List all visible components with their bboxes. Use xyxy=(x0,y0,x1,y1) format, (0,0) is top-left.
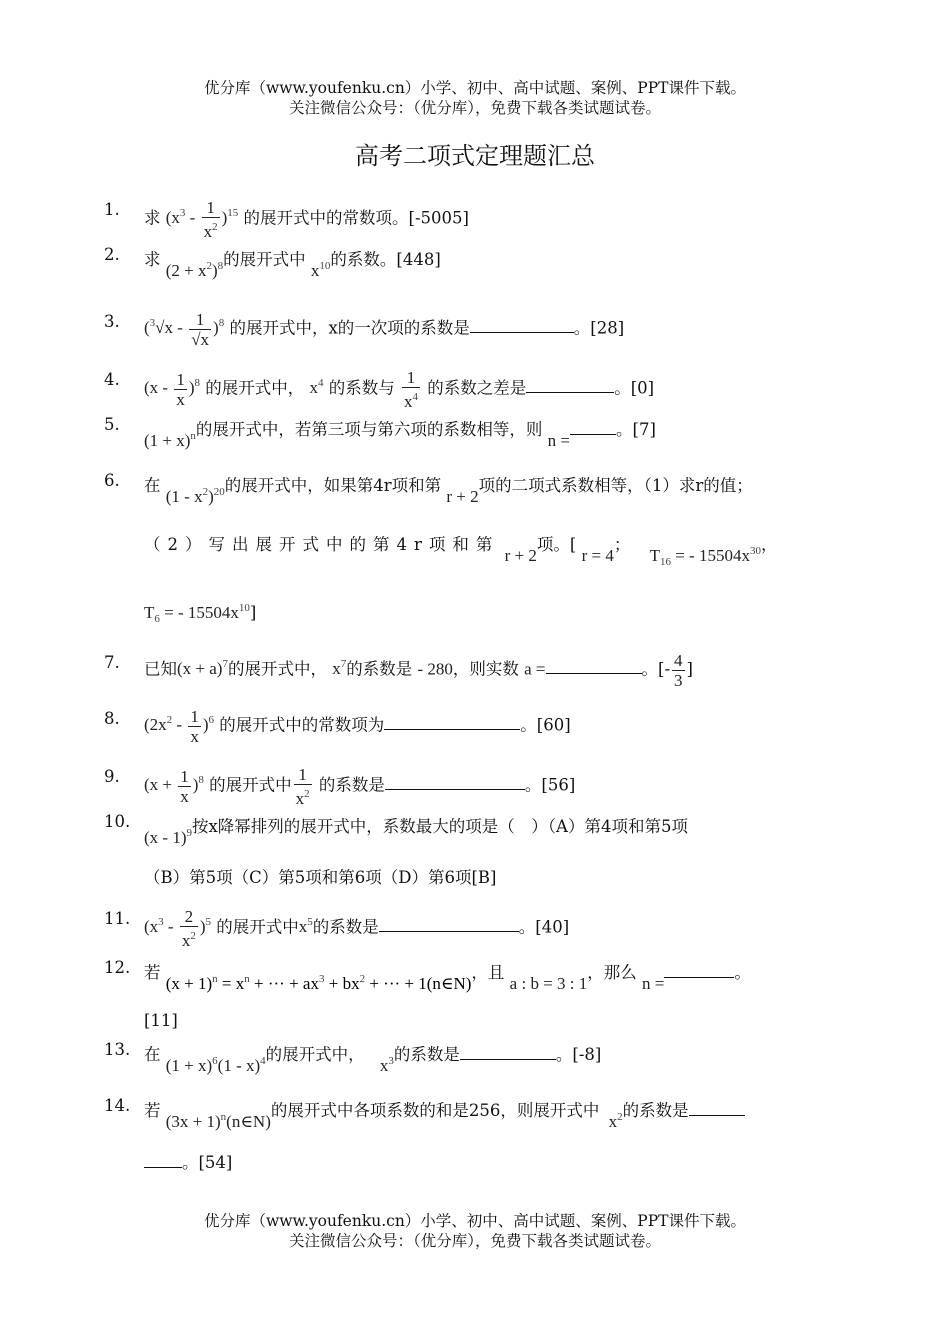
question-number: 9. xyxy=(104,767,120,786)
question-number: 7. xyxy=(104,653,120,672)
text: 若 xyxy=(144,963,161,982)
question-body xyxy=(144,1094,884,1131)
text: 在 xyxy=(144,476,161,495)
text: 的系数是 xyxy=(318,775,385,795)
question-number: 10. xyxy=(104,812,131,831)
answer-blank[interactable] xyxy=(144,1153,182,1168)
fraction: $\frac{1}{x}$ xyxy=(180,767,189,806)
formula xyxy=(670,651,687,690)
formula: a : b = 3 : 1 xyxy=(509,974,588,993)
text: 的系数与 xyxy=(328,378,395,398)
text: 已知 xyxy=(144,659,177,679)
formula: $(x + 1)^n = x^n$ + ··· + $ax^3 + bx^2$ + ··· + 1(n∈N) xyxy=(165,973,472,993)
formula xyxy=(400,368,422,411)
question-body xyxy=(144,310,884,349)
formula: $(1 - x^2)^{20}$ xyxy=(165,486,225,506)
text: （2）写出展开式中的第4r项和第 xyxy=(144,535,500,554)
question-number: 12. xyxy=(104,958,131,977)
text: 的展开式中各项系数的和是256，则展开式中 xyxy=(270,1101,600,1120)
formula: a = xyxy=(524,659,546,679)
answer-text: [11] xyxy=(144,1011,178,1030)
text: 的展开式中，如果第4r项和第 xyxy=(224,476,442,495)
answer-blank[interactable] xyxy=(664,963,734,978)
question-body xyxy=(144,810,884,847)
question-number: 5. xyxy=(104,415,120,434)
text: 。[- xyxy=(641,659,671,679)
text: 。[28] xyxy=(573,318,625,338)
question-number: 14. xyxy=(104,1096,131,1115)
answer-blank[interactable] xyxy=(384,715,520,730)
question-number: 11. xyxy=(104,909,131,928)
text: 。[56] xyxy=(524,775,576,795)
formula: $T_{16}$ = - $15504x^{30}$ xyxy=(649,545,761,568)
formula: $x^4$ xyxy=(309,377,324,398)
answer-blank[interactable] xyxy=(379,917,519,932)
formula: (x - 1)$^9$ xyxy=(144,827,192,847)
text: 若 xyxy=(144,1101,161,1120)
text: 的展开式中 xyxy=(223,250,306,269)
text: ，则实数 xyxy=(452,659,519,679)
question-body xyxy=(144,469,884,506)
formula xyxy=(292,765,314,808)
text: 。[0] xyxy=(614,378,655,398)
text: 的系数是 xyxy=(312,917,379,937)
answer-blank[interactable] xyxy=(470,318,574,333)
text: 的系数。[448] xyxy=(330,250,441,269)
header-line-1: 优分库（www.youfenku.cn）小学、初中、高中试题、案例、PPT课件下载。 xyxy=(203,79,747,97)
question-body xyxy=(144,368,884,411)
page-header xyxy=(0,78,950,118)
formula: $(x + a)^7$ xyxy=(177,658,228,679)
page-footer xyxy=(0,1211,950,1251)
fraction: $\frac{1}{x}$ xyxy=(190,707,199,746)
fraction: $\frac{1}{x}$ xyxy=(176,370,185,409)
text: 的展开式中的常数项为 xyxy=(219,715,385,735)
formula: $x^7$ xyxy=(332,658,347,679)
formula: $(3x + 1)^n(n\in N)$ xyxy=(165,1111,271,1131)
formula: - 280 xyxy=(417,659,453,679)
text: 的展开式中 xyxy=(216,917,299,937)
text: 项的二项式系数相等，（1）求r的值； xyxy=(478,476,753,495)
page-title: 高考二项式定理题汇总 xyxy=(355,142,595,170)
text: ， xyxy=(760,535,778,554)
text: 在 xyxy=(144,1045,161,1064)
formula: $x^2$ xyxy=(608,1111,623,1131)
formula: n = xyxy=(547,431,571,450)
question-body xyxy=(144,1038,884,1075)
text: 的系数是 xyxy=(346,659,413,679)
text: 的系数是 xyxy=(393,1045,460,1064)
text: 的系数是 xyxy=(622,1101,689,1120)
fraction: $\frac{1}{x^2}$ xyxy=(295,765,310,808)
text: 项。[ xyxy=(536,535,577,554)
question-number: 13. xyxy=(104,1040,131,1059)
text: ； xyxy=(613,535,631,554)
fraction: $\frac{1}{x^4}$ xyxy=(404,368,418,411)
answer-blank[interactable] xyxy=(460,1045,556,1060)
text: 的展开式中的常数项。[-5005] xyxy=(243,208,469,228)
fraction: $\frac{4}{3}$ xyxy=(674,651,683,690)
question-number: 6. xyxy=(104,471,120,490)
answer-blank[interactable] xyxy=(546,659,642,674)
header-line-2: 关注微信公众号：（优分库），免费下载各类试题试卷。 xyxy=(288,99,661,117)
text: 。[40] xyxy=(518,917,570,937)
formula: $T_6$ = - $15504x^{10}$ xyxy=(144,602,250,625)
question-body xyxy=(144,413,884,450)
text: ] xyxy=(686,659,693,679)
formula: ($2x^2$ - $\frac{1}{x}$ )$^6$ xyxy=(144,707,215,746)
text: 。[-8] xyxy=(555,1045,602,1064)
formula: r + 2 xyxy=(504,546,537,565)
question-number: 1. xyxy=(104,200,120,219)
text: 求 xyxy=(144,250,161,269)
formula: (x - $\frac{1}{x}$ )$^8$ xyxy=(144,370,200,409)
question-options: （B）第5项（C）第5项和第6项（D）第6项[B] xyxy=(144,868,497,887)
fraction: $\frac{2}{x^2}$ xyxy=(181,907,196,950)
formula: n = xyxy=(642,974,665,993)
text: 的展开式中， xyxy=(227,659,327,679)
formula: $x^5$ xyxy=(298,916,313,937)
fraction: $\frac{1}{x^2}$ xyxy=(203,198,218,241)
answer-blank[interactable] xyxy=(570,420,616,435)
text: 的展开式中，若第三项与第六项的系数相等，则 xyxy=(195,420,543,439)
answer-blank[interactable] xyxy=(689,1101,745,1116)
question-body xyxy=(144,651,884,690)
question-body xyxy=(144,765,884,808)
question-number: 3. xyxy=(104,312,120,331)
answer-blank[interactable] xyxy=(526,378,614,393)
text: 。[7] xyxy=(616,420,656,439)
formula: $(1 + x)^6(1 - x)^4$ xyxy=(165,1055,266,1075)
question-body xyxy=(144,956,884,993)
text: 的展开式中，x的一次项的系数是 xyxy=(229,318,470,338)
fraction: $\frac{1}{√x}$ xyxy=(191,310,210,349)
formula: $x^3$ xyxy=(379,1055,394,1075)
text: ，那么 xyxy=(587,963,637,982)
formula: r + 2 xyxy=(446,487,479,506)
text: 的展开式中， xyxy=(205,378,305,398)
question-body xyxy=(144,528,884,568)
formula: (x + $\frac{1}{x}$ )$^8$ xyxy=(144,767,204,806)
text: 求 xyxy=(144,208,161,228)
text: 的系数之差是 xyxy=(427,378,527,398)
answer-blank[interactable] xyxy=(385,775,525,790)
formula: ($x^3$ - $\frac{1}{x^2}$ )$^{15}$ xyxy=(165,198,239,241)
question-body xyxy=(144,707,884,746)
text: 。 xyxy=(734,963,751,982)
question-number: 4. xyxy=(104,370,120,389)
text: 。[54] xyxy=(182,1153,233,1172)
formula: $x^{10}$ xyxy=(310,260,331,280)
text: 的展开式中 xyxy=(209,775,292,795)
footer-line-2: 关注微信公众号：（优分库），免费下载各类试题试卷。 xyxy=(288,1232,661,1250)
text: 。[60] xyxy=(520,715,571,735)
text: 按x降幂排列的展开式中，系数最大的项是（ ）（A）第4项和第5项 xyxy=(191,817,688,836)
text: ，且 xyxy=(471,963,505,982)
footer-line-1: 优分库（www.youfenku.cn）小学、初中、高中试题、案例、PPT课件下载。 xyxy=(203,1212,747,1230)
text: 的展开式中， xyxy=(265,1045,365,1064)
formula: r = 4 xyxy=(581,546,614,565)
question-body xyxy=(144,1151,884,1175)
text: ] xyxy=(249,603,257,622)
formula: ($x^3$ - $\frac{2}{x^2}$ )$^5$ xyxy=(144,907,212,950)
question-body xyxy=(144,596,884,631)
question-body xyxy=(144,198,884,241)
question-body xyxy=(144,907,884,950)
formula: $(1 + x)^n$ xyxy=(144,430,196,450)
formula: ($^3$√x - $\frac{1}{√x}$ )$^8$ xyxy=(144,310,225,349)
formula: $(2 + x^2)^8$ xyxy=(165,260,224,280)
question-body xyxy=(144,243,884,280)
question-number: 8. xyxy=(104,709,120,728)
question-number: 2. xyxy=(104,245,120,264)
